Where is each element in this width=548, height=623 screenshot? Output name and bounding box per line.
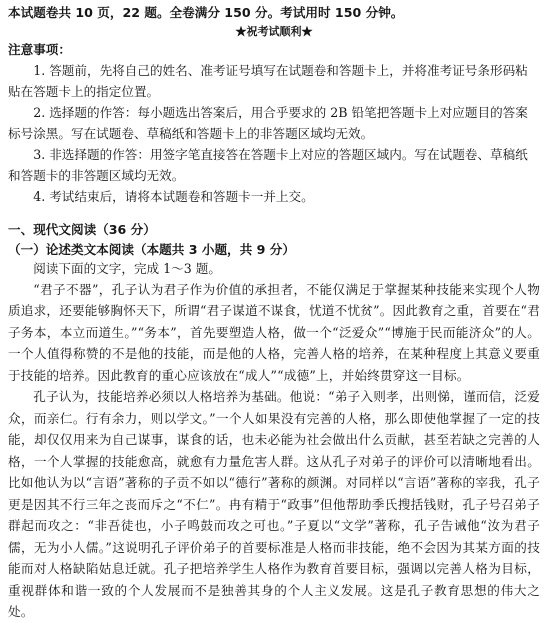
blessing: ★祝考试顺利★ <box>235 24 313 38</box>
notice-item: 2. 选择题的作答：每小题选出答案后，用合乎要求的 2B 铅笔把答题卡上对应题目的答案标号涂黑。写在试题卷、草稿纸和答题卡上的非答题区域均无效。 <box>8 104 528 141</box>
section-title: 一、现代文阅读（36 分） <box>8 221 156 237</box>
passage-paragraph-2: 孔子认为，技能培养必须以人格培养为基础。他说：“弟子入则孝，出则悌，谨而信，泛爱众，而亲仁。行有余力，则以学文。”一个人如果没有完善的人格，那么即使他掌握了一定的技能，却仅仅用来为自己谋事，谋食的话，也未必能为社会做出什么贡献，甚至若缺之完善的人格，一个人掌握的技能愈高，就愈有力量危害人群。这从孔子对弟子的评价可以清晰地看出。比如他认为以“言语”著称的子贡不如以“德行”著称的颜渊。对同样以“言语”著称的宰我，孔子更是因其不行三年之丧而斥之“不仁”。冉有精于“政事”但他帮助季氏搜括钱财，孔子号召弟子群起而攻之：“非吾徒也，小子鸣鼓而攻之可也。”子夏以“文学”著称，孔子告诫他“汝为君子儒，无为小人儒。”这说明孔子评价弟子的首要标准是人格而非技能，绝不会因为其某方面的技能而对人格缺陷姑息迁就。孔子把培养学生人格作为教育首要目标，强调以完善人格为目标，重视群体和谐一致的个人发展而不是独善其身的个人主义发展。这是孔子教育思想的伟大之处。 <box>8 389 540 619</box>
notice-title: 注意事项： <box>8 42 71 57</box>
subsection-title: （一）论述类文本阅读（本题共 3 小题，共 9 分） <box>8 242 295 257</box>
instruction: 阅读下面的文字，完成 1～3 题。 <box>33 261 221 276</box>
notice-item: 3. 非选择题的作答：用签字笔直接答在答题卡上对应的答题区域内。写在试题卷、草稿纸和答题卡的非答题区域均无效。 <box>8 146 528 183</box>
passage-paragraph-1: “君子不器”，孔子认为君子作为价值的承担者，不能仅满足于掌握某种技能来实现个人物质追求，还要能够胸怀天下，所谓“君子谋道不谋食，忧道不忧贫”。因此教育之重，首要在“君子务本，本立而道生。”“务本”，首先要塑造人格，做一个“泛爱众”“博施于民而能济众”的人。一个人值得称赞的不是他的技能，而是他的人格，完善人格的培养，在某种程度上其意义要重于技能的培养。因此教育的重心应该放在“成人”“成德”上，并始终贯穿这一目标。 <box>8 281 540 383</box>
notice-item: 1. 答题前，先将自己的姓名、准考证号填写在试题卷和答题卡上，并将准考证号条形码粘贴在答题卡上的指定位置。 <box>8 62 528 99</box>
exam-info: 本试题卷共 10 页，22 题。全卷满分 150 分。考试用时 150 分钟。 <box>8 5 404 20</box>
notice-item: 4. 考试结束后，请将本试题卷和答题卡一并上交。 <box>33 188 314 204</box>
